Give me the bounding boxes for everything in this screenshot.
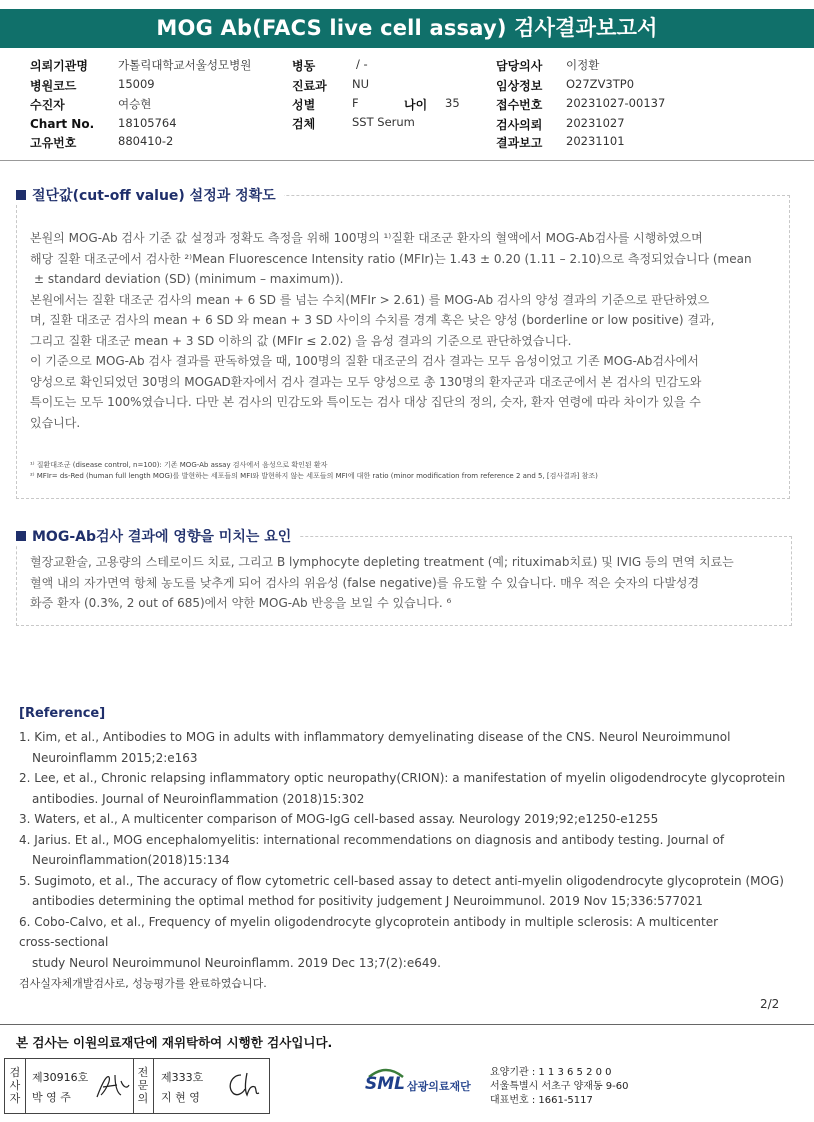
sig-divider [133, 1059, 134, 1113]
reference-item-cont: antibodies. Journal of Neuroinflammation (2018)15:302 [32, 791, 365, 806]
consignment-notice: 본 검사는 이원의료재단에 재위탁하여 시행한 검사입니다. [16, 1035, 333, 1050]
examiner-signature [93, 1071, 131, 1101]
reference-item: 4. Jarius. Et al., MOG encephalomyelitis: international recommendations on diagnosis and antibody testing. Journal of [19, 832, 725, 847]
page-number: 2/2 [760, 997, 780, 1011]
examiner-label: 검사자 [9, 1066, 21, 1105]
specialist-signature [223, 1069, 263, 1101]
paragraph-line: 그리고 질환 대조군 mean + 3 SD 이하의 값 (MFIr ≤ 2.02) 을 음성 결과의 기준으로 판단하였습니다. [30, 333, 572, 348]
value-chart-no: 18105764 [118, 116, 177, 130]
sig-divider [25, 1059, 26, 1113]
label-unique-no: 고유번호 [30, 136, 77, 150]
paragraph-line: 혈액 내의 자가면역 항체 농도를 낮추게 되어 검사의 위음성 (false negative)를 유도할 수 있습니다. 매우 적은 숫자의 다발성경 [30, 575, 700, 590]
examiner-name: 박 영 주 [32, 1091, 71, 1104]
label-receipt-no: 접수번호 [496, 98, 543, 112]
paragraph-line: 이 기준으로 MOG-Ab 검사 결과를 판독하였을 때, 100명의 질환 대조군의 검사 결과는 모두 음성이었고 기존 MOG-Ab검사에서 [30, 354, 699, 368]
paragraph-line: 특이도는 모두 100%였습니다. 다만 본 검사의 민감도와 특이도는 검사 대상 집단의 정의, 숫자, 환자 연령에 따라 차이가 있을 수 [30, 395, 701, 409]
factors-section-body [30, 552, 734, 614]
value-doctor: 이정환 [566, 58, 600, 72]
square-bullet-icon [16, 190, 26, 200]
paragraph-line: 본원에서는 질환 대조군 검사의 mean + 6 SD 를 넘는 수치(MFIr > 2.61) 를 MOG-Ab 검사의 양성 결과의 기준으로 판단하였으 [30, 292, 710, 307]
reference-title: [Reference] [19, 706, 106, 721]
paragraph-line: 있습니다. [30, 415, 81, 430]
label-specimen: 검체 [292, 117, 316, 131]
value-request-date: 20231027 [566, 116, 625, 130]
cutoff-section-body [30, 228, 752, 433]
paragraph-line: 혈장교환술, 고용량의 스테로이드 치료, 그리고 B lymphocyte depleting treatment (예; rituximab치료) 및 IVIG 등의 면역 치료는 [30, 555, 734, 569]
sml-address: 서울특별시 서초구 양재동 9-60 [490, 1081, 629, 1092]
value-sex: F [352, 96, 359, 110]
value-receipt-no: 20231027-00137 [566, 96, 666, 110]
label-clinical-info: 임상정보 [496, 79, 543, 93]
footnote: ¹⁾ 질환대조군 (disease control, n=100): 기존 MOG-Ab assay 검사에서 음성으로 확인된 환자 [30, 461, 328, 469]
value-age: 35 [445, 96, 460, 110]
label-patient: 수진자 [30, 98, 65, 112]
value-report-date: 20231101 [566, 134, 625, 148]
paragraph-line: ± standard deviation (SD) (minimum – maximum)). [34, 272, 344, 286]
reference-item: 5. Sugimoto, et al., The accuracy of flow cytometric cell-based assay to detect anti-myelin oligodendrocyte glycoprotein (MOG) [19, 873, 784, 888]
paragraph-line: 본원의 MOG-Ab 검사 기준 값 설정과 정확도 측정을 위해 100명의 ¹⁾질환 대조군 환자의 혈액에서 MOG-Ab검사를 시행하였으며 [30, 231, 703, 245]
reference-item: 3. Waters, et al., A multicenter comparison of MOG-IgG cell-based assay. Neurology 2019;92;e1250-e1255 [19, 812, 659, 826]
value-unique-no: 880410-2 [118, 134, 174, 148]
sml-logo [365, 1066, 489, 1100]
value-hospital-code: 15009 [118, 77, 155, 91]
examiner-license: 제30916호 [32, 1071, 89, 1084]
report-title: MOG Ab(FACS live cell assay) 검사결과보고서 [0, 9, 814, 48]
specialist-label: 전문의 [137, 1066, 149, 1105]
signature-box [4, 1058, 270, 1114]
factors-section-title-text: MOG-Ab검사 결과에 영향을 미치는 요인 [32, 529, 292, 545]
factors-section-title [16, 526, 299, 546]
reference-item: 6. Cobo-Calvo, et al., Frequency of myelin oligodendrocyte glycoprotein antibody in multiple sclerosis: A multicenter [19, 914, 719, 929]
reference-item: 2. Lee, et al., Chronic relapsing inflammatory optic neuropathy(CRION): a manifestation of myelin oligodendrocyte glycoprotein [19, 771, 786, 785]
label-ward: 병동 [292, 59, 316, 73]
square-bullet-icon [16, 531, 26, 541]
header-divider [0, 160, 814, 161]
label-chart-no: Chart No. [30, 117, 95, 131]
reference-list [19, 727, 785, 973]
footnote: ²⁾ MFIr= ds-Red (human full length MOG)를 발현하는 세포들의 MFI와 발현하지 않는 세포들의 MFI에 대한 ratio (minor modification from reference 2 and 5, [검사결과] 참조) [30, 472, 598, 480]
value-institution: 가톨릭대학교서울성모병원 [118, 58, 252, 72]
sml-contact [490, 1066, 629, 1108]
sml-phone: 대표번호 : 1661-5117 [490, 1095, 593, 1106]
label-hospital-code: 병원코드 [30, 79, 77, 93]
cutoff-section-title-text: 절단값(cut-off value) 설정과 정확도 [32, 188, 276, 204]
specialist-name: 지 현 영 [161, 1091, 200, 1104]
label-sex: 성별 [292, 98, 316, 112]
reference-item-cont: cross-sectional [19, 935, 109, 949]
paragraph-line: 양성으로 확인되었던 30명의 MOGAD환자에서 검사 결과는 모두 양성으로 총 130명의 환자군과 대조군에서 본 검사의 민감도와 [30, 374, 702, 389]
reference-item-cont: study Neurol Neuroimmunol Neuroinflamm. 2019 Dec 13;7(2):e649. [32, 955, 441, 970]
value-ward: / - [356, 57, 368, 71]
reference-item-cont: Neuroinflamm 2015;2:e163 [32, 750, 198, 765]
sml-logo-text: SML [365, 1074, 405, 1094]
value-clinical-info: O27ZV3TP0 [566, 77, 635, 91]
sml-name: 삼광의료재단 [407, 1080, 471, 1093]
label-request-date: 검사의뢰 [496, 118, 543, 132]
cutoff-section-title [16, 185, 284, 205]
cutoff-footnotes [30, 460, 598, 482]
reference-item-cont: Neuroinflammation(2018)15:134 [32, 853, 230, 867]
paragraph-line: 화증 환자 (0.3%, 2 out of 685)에서 약한 MOG-Ab 반응을 보일 수 있습니다. ⁶ [30, 596, 452, 610]
footer-divider [0, 1024, 814, 1025]
validation-note: 검사실자체개발검사로, 성능평가를 완료하였습니다. [19, 977, 267, 990]
reference-item-cont: antibodies determining the optimal method for positivity judgement J Neuroimmunol. 2019 Nov 15;336:577021 [32, 894, 703, 908]
value-specimen: SST Serum [352, 115, 415, 129]
sig-divider [153, 1059, 154, 1113]
value-department: NU [352, 77, 370, 91]
paragraph-line: 해당 질환 대조군에서 검사한 ²⁾Mean Fluorescence Intensity ratio (MFIr)는 1.43 ± 0.20 (1.11 – 2.10)으로 측정되었습니다 (mean [30, 251, 752, 266]
paragraph-line: 며, 질환 대조군 검사의 mean + 6 SD 와 mean + 3 SD 사이의 수치를 경계 혹은 낮은 양성 (borderline or low positive) 결과, [30, 313, 715, 327]
value-patient: 여승현 [118, 97, 152, 111]
specialist-license: 제333호 [161, 1071, 204, 1084]
care-institution-code: 요양기관 : 1 1 3 6 5 2 0 0 [490, 1067, 612, 1078]
patient-info-header [0, 52, 814, 152]
reference-item: 1. Kim, et al., Antibodies to MOG in adults with inflammatory demyelinating disease of the CNS. Neurol Neuroimmunol [19, 730, 731, 744]
label-report-date: 결과보고 [496, 136, 543, 150]
label-department: 진료과 [292, 79, 327, 93]
label-age: 나이 [404, 98, 428, 112]
label-doctor: 담당의사 [496, 59, 543, 73]
label-institution: 의뢰기관명 [30, 59, 88, 73]
